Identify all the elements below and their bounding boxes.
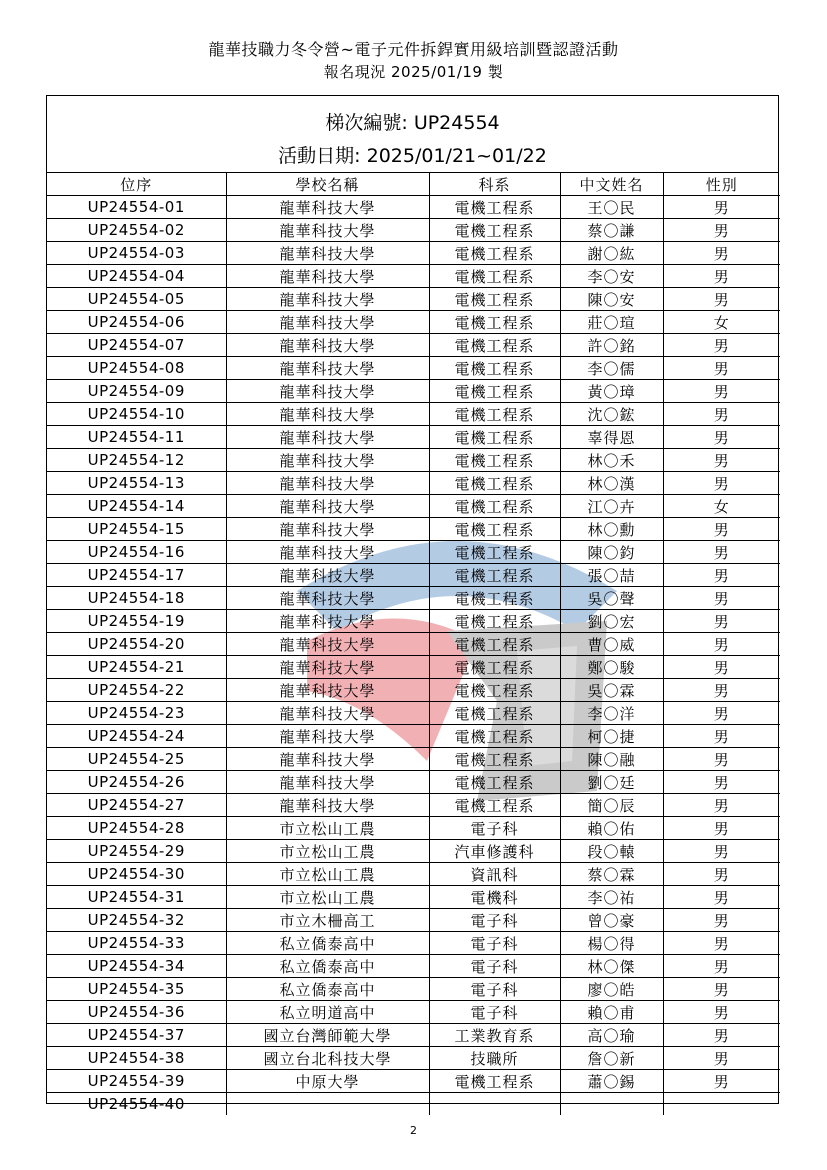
cell-gender: 男	[663, 357, 780, 380]
cell-name: 蔡〇霖	[560, 863, 663, 886]
cell-school: 市立松山工農	[226, 817, 429, 840]
cell-gender: 男	[663, 909, 780, 932]
cell-department: 電機工程系	[429, 633, 560, 656]
cell-department: 電機工程系	[429, 449, 560, 472]
cell-seq: UP24554-34	[47, 955, 226, 978]
cell-department: 電子科	[429, 978, 560, 1001]
cell-seq: UP24554-22	[47, 679, 226, 702]
cell-school: 龍華科技大學	[226, 702, 429, 725]
cell-department: 電子科	[429, 932, 560, 955]
cell-gender: 男	[663, 702, 780, 725]
table-row	[47, 1093, 780, 1116]
batch-header	[47, 96, 778, 173]
cell-seq: UP24554-04	[47, 265, 226, 288]
cell-department: 電機工程系	[429, 403, 560, 426]
table-row	[47, 702, 780, 725]
cell-name: 林〇禾	[560, 449, 663, 472]
col-header-seq: 位序	[47, 173, 226, 196]
cell-seq: UP24554-31	[47, 886, 226, 909]
cell-department: 電機工程系	[429, 495, 560, 518]
cell-name: 林〇漢	[560, 472, 663, 495]
cell-seq: UP24554-18	[47, 587, 226, 610]
cell-gender	[663, 1093, 780, 1116]
cell-department: 電機工程系	[429, 656, 560, 679]
cell-department: 電機工程系	[429, 380, 560, 403]
cell-school: 市立松山工農	[226, 863, 429, 886]
cell-seq: UP24554-06	[47, 311, 226, 334]
cell-gender: 男	[663, 449, 780, 472]
cell-seq: UP24554-15	[47, 518, 226, 541]
table-row	[47, 541, 780, 564]
cell-seq: UP24554-40	[47, 1093, 226, 1116]
cell-gender: 男	[663, 633, 780, 656]
cell-gender: 男	[663, 472, 780, 495]
cell-seq: UP24554-32	[47, 909, 226, 932]
cell-gender: 男	[663, 748, 780, 771]
cell-department: 電機工程系	[429, 702, 560, 725]
table-header-row	[47, 173, 780, 196]
cell-name: 賴〇甫	[560, 1001, 663, 1024]
table-row	[47, 863, 780, 886]
cell-gender: 男	[663, 817, 780, 840]
col-header-gender: 性別	[663, 173, 780, 196]
cell-seq: UP24554-26	[47, 771, 226, 794]
cell-seq: UP24554-38	[47, 1047, 226, 1070]
cell-school: 龍華科技大學	[226, 541, 429, 564]
cell-gender: 男	[663, 219, 780, 242]
cell-gender: 男	[663, 265, 780, 288]
cell-name: 江〇卉	[560, 495, 663, 518]
cell-school: 龍華科技大學	[226, 610, 429, 633]
cell-name: 林〇勳	[560, 518, 663, 541]
cell-department	[429, 1093, 560, 1116]
cell-seq: UP24554-28	[47, 817, 226, 840]
cell-school: 龍華科技大學	[226, 771, 429, 794]
table-row	[47, 311, 780, 334]
cell-school: 私立僑泰高中	[226, 932, 429, 955]
cell-name: 劉〇宏	[560, 610, 663, 633]
cell-name: 謝〇紘	[560, 242, 663, 265]
table-row	[47, 817, 780, 840]
cell-gender: 男	[663, 679, 780, 702]
cell-seq: UP24554-02	[47, 219, 226, 242]
table-row	[47, 886, 780, 909]
cell-school: 龍華科技大學	[226, 265, 429, 288]
cell-seq: UP24554-07	[47, 334, 226, 357]
table-row	[47, 1047, 780, 1070]
cell-department: 汽車修護科	[429, 840, 560, 863]
cell-school: 龍華科技大學	[226, 242, 429, 265]
table-row	[47, 196, 780, 219]
cell-department: 電機科	[429, 886, 560, 909]
col-header-name: 中文姓名	[560, 173, 663, 196]
cell-gender: 男	[663, 863, 780, 886]
cell-school: 龍華科技大學	[226, 518, 429, 541]
cell-gender: 男	[663, 610, 780, 633]
cell-gender: 男	[663, 196, 780, 219]
cell-name: 林〇傑	[560, 955, 663, 978]
cell-gender: 男	[663, 334, 780, 357]
table-row	[47, 426, 780, 449]
cell-gender: 男	[663, 564, 780, 587]
cell-school: 私立明道高中	[226, 1001, 429, 1024]
col-header-school: 學校名稱	[226, 173, 429, 196]
cell-seq: UP24554-23	[47, 702, 226, 725]
cell-department: 電機工程系	[429, 771, 560, 794]
document-title: 龍華技職力冬令營~電子元件拆銲實用級培訓暨認證活動	[208, 40, 619, 59]
cell-gender: 男	[663, 794, 780, 817]
table-row	[47, 564, 780, 587]
table-row	[47, 1024, 780, 1047]
cell-seq: UP24554-03	[47, 242, 226, 265]
cell-gender: 男	[663, 518, 780, 541]
col-header-department: 科系	[429, 173, 560, 196]
cell-seq: UP24554-29	[47, 840, 226, 863]
cell-seq: UP24554-30	[47, 863, 226, 886]
cell-department: 電機工程系	[429, 334, 560, 357]
cell-school: 龍華科技大學	[226, 380, 429, 403]
table-row	[47, 932, 780, 955]
table-row	[47, 219, 780, 242]
cell-name: 吳〇霖	[560, 679, 663, 702]
cell-school: 私立僑泰高中	[226, 955, 429, 978]
page-number: 2	[410, 1124, 417, 1137]
table-row	[47, 1001, 780, 1024]
cell-seq: UP24554-35	[47, 978, 226, 1001]
cell-school: 私立僑泰高中	[226, 978, 429, 1001]
table-row	[47, 771, 780, 794]
table-row	[47, 334, 780, 357]
cell-seq: UP24554-09	[47, 380, 226, 403]
cell-name: 李〇祐	[560, 886, 663, 909]
cell-school: 龍華科技大學	[226, 311, 429, 334]
cell-seq: UP24554-05	[47, 288, 226, 311]
cell-name: 高〇瑜	[560, 1024, 663, 1047]
cell-seq: UP24554-21	[47, 656, 226, 679]
cell-department: 電機工程系	[429, 518, 560, 541]
table-row	[47, 1070, 780, 1093]
cell-seq: UP24554-17	[47, 564, 226, 587]
table-row	[47, 357, 780, 380]
cell-school: 龍華科技大學	[226, 449, 429, 472]
cell-seq: UP24554-33	[47, 932, 226, 955]
cell-gender: 男	[663, 288, 780, 311]
cell-name: 許〇銘	[560, 334, 663, 357]
cell-gender: 男	[663, 771, 780, 794]
cell-seq: UP24554-14	[47, 495, 226, 518]
cell-gender: 男	[663, 955, 780, 978]
cell-school: 龍華科技大學	[226, 196, 429, 219]
cell-department: 電機工程系	[429, 311, 560, 334]
cell-department: 電機工程系	[429, 288, 560, 311]
cell-school: 龍華科技大學	[226, 587, 429, 610]
cell-gender: 男	[663, 932, 780, 955]
cell-department: 電機工程系	[429, 219, 560, 242]
table-row	[47, 288, 780, 311]
cell-seq: UP24554-24	[47, 725, 226, 748]
cell-name: 辜得恩	[560, 426, 663, 449]
cell-seq: UP24554-36	[47, 1001, 226, 1024]
activity-date: 活動日期: 2025/01/21~01/22	[278, 145, 547, 167]
cell-gender: 男	[663, 725, 780, 748]
cell-name: 賴〇佑	[560, 817, 663, 840]
cell-department: 電機工程系	[429, 265, 560, 288]
cell-name: 沈〇鋐	[560, 403, 663, 426]
cell-gender: 女	[663, 311, 780, 334]
cell-school: 國立台北科技大學	[226, 1047, 429, 1070]
cell-name: 詹〇新	[560, 1047, 663, 1070]
cell-department: 電子科	[429, 955, 560, 978]
cell-department: 電子科	[429, 909, 560, 932]
cell-name: 張〇喆	[560, 564, 663, 587]
cell-name: 簡〇辰	[560, 794, 663, 817]
table-row	[47, 725, 780, 748]
table-row	[47, 265, 780, 288]
cell-school: 龍華科技大學	[226, 288, 429, 311]
cell-name: 楊〇得	[560, 932, 663, 955]
cell-gender: 男	[663, 978, 780, 1001]
cell-seq: UP24554-39	[47, 1070, 226, 1093]
table-row	[47, 909, 780, 932]
cell-school: 龍華科技大學	[226, 334, 429, 357]
cell-school: 市立木柵高工	[226, 909, 429, 932]
cell-gender: 男	[663, 426, 780, 449]
cell-school: 龍華科技大學	[226, 357, 429, 380]
cell-seq: UP24554-27	[47, 794, 226, 817]
cell-gender: 男	[663, 587, 780, 610]
cell-seq: UP24554-01	[47, 196, 226, 219]
cell-school: 龍華科技大學	[226, 748, 429, 771]
table-row	[47, 380, 780, 403]
cell-school: 龍華科技大學	[226, 219, 429, 242]
batch-code: 梯次編號: UP24554	[325, 112, 500, 134]
cell-department: 電機工程系	[429, 472, 560, 495]
cell-name: 曹〇威	[560, 633, 663, 656]
cell-name: 吳〇聲	[560, 587, 663, 610]
cell-name: 段〇轅	[560, 840, 663, 863]
cell-department: 電機工程系	[429, 564, 560, 587]
cell-department: 電機工程系	[429, 242, 560, 265]
table-row	[47, 840, 780, 863]
table-row	[47, 403, 780, 426]
cell-gender: 男	[663, 1001, 780, 1024]
cell-seq: UP24554-13	[47, 472, 226, 495]
table-row	[47, 610, 780, 633]
table-row	[47, 978, 780, 1001]
table-row	[47, 794, 780, 817]
cell-department: 電機工程系	[429, 794, 560, 817]
table-body	[47, 196, 780, 1116]
table-row	[47, 679, 780, 702]
cell-name: 黃〇璋	[560, 380, 663, 403]
cell-seq: UP24554-08	[47, 357, 226, 380]
cell-seq: UP24554-12	[47, 449, 226, 472]
table-row	[47, 449, 780, 472]
cell-department: 電機工程系	[429, 426, 560, 449]
table-row	[47, 242, 780, 265]
table-row	[47, 495, 780, 518]
cell-seq: UP24554-10	[47, 403, 226, 426]
table-row	[47, 748, 780, 771]
cell-gender: 男	[663, 541, 780, 564]
cell-name	[560, 1093, 663, 1116]
cell-name: 王〇民	[560, 196, 663, 219]
cell-school: 龍華科技大學	[226, 426, 429, 449]
cell-department: 電機工程系	[429, 357, 560, 380]
cell-school: 市立松山工農	[226, 840, 429, 863]
cell-seq: UP24554-37	[47, 1024, 226, 1047]
cell-name: 劉〇廷	[560, 771, 663, 794]
cell-seq: UP24554-25	[47, 748, 226, 771]
cell-department: 電機工程系	[429, 725, 560, 748]
cell-seq: UP24554-20	[47, 633, 226, 656]
cell-name: 李〇安	[560, 265, 663, 288]
table-row	[47, 518, 780, 541]
cell-seq: UP24554-16	[47, 541, 226, 564]
cell-department: 資訊科	[429, 863, 560, 886]
cell-department: 電機工程系	[429, 196, 560, 219]
cell-name: 李〇洋	[560, 702, 663, 725]
cell-name: 蔡〇謙	[560, 219, 663, 242]
cell-gender: 男	[663, 1024, 780, 1047]
cell-school: 國立台灣師範大學	[226, 1024, 429, 1047]
cell-school	[226, 1093, 429, 1116]
cell-name: 莊〇瑄	[560, 311, 663, 334]
cell-gender: 男	[663, 656, 780, 679]
cell-school: 市立松山工農	[226, 886, 429, 909]
cell-seq: UP24554-11	[47, 426, 226, 449]
cell-gender: 男	[663, 1047, 780, 1070]
cell-name: 曾〇豪	[560, 909, 663, 932]
cell-gender: 男	[663, 840, 780, 863]
cell-gender: 女	[663, 495, 780, 518]
cell-gender: 男	[663, 886, 780, 909]
cell-seq: UP24554-19	[47, 610, 226, 633]
cell-school: 龍華科技大學	[226, 495, 429, 518]
cell-gender: 男	[663, 403, 780, 426]
cell-school: 中原大學	[226, 1070, 429, 1093]
cell-name: 鄭〇駿	[560, 656, 663, 679]
cell-school: 龍華科技大學	[226, 656, 429, 679]
cell-name: 柯〇捷	[560, 725, 663, 748]
cell-school: 龍華科技大學	[226, 472, 429, 495]
cell-school: 龍華科技大學	[226, 794, 429, 817]
cell-gender: 男	[663, 1070, 780, 1093]
cell-department: 電機工程系	[429, 1070, 560, 1093]
cell-department: 電機工程系	[429, 679, 560, 702]
cell-department: 電子科	[429, 817, 560, 840]
table-row	[47, 656, 780, 679]
cell-name: 廖〇皓	[560, 978, 663, 1001]
cell-school: 龍華科技大學	[226, 564, 429, 587]
cell-department: 電機工程系	[429, 587, 560, 610]
cell-department: 工業教育系	[429, 1024, 560, 1047]
table-row	[47, 472, 780, 495]
cell-gender: 男	[663, 380, 780, 403]
cell-department: 技職所	[429, 1047, 560, 1070]
cell-school: 龍華科技大學	[226, 679, 429, 702]
table-row	[47, 955, 780, 978]
cell-name: 李〇儒	[560, 357, 663, 380]
cell-name: 蕭〇錫	[560, 1070, 663, 1093]
cell-name: 陳〇鈞	[560, 541, 663, 564]
cell-department: 電機工程系	[429, 610, 560, 633]
registration-box	[46, 95, 779, 1113]
cell-name: 陳〇融	[560, 748, 663, 771]
cell-school: 龍華科技大學	[226, 403, 429, 426]
cell-gender: 男	[663, 242, 780, 265]
cell-department: 電機工程系	[429, 541, 560, 564]
cell-name: 陳〇安	[560, 288, 663, 311]
cell-school: 龍華科技大學	[226, 725, 429, 748]
table-row	[47, 587, 780, 610]
document-subtitle: 報名現況 2025/01/19 製	[323, 63, 504, 81]
cell-school: 龍華科技大學	[226, 633, 429, 656]
cell-department: 電機工程系	[429, 748, 560, 771]
table-row	[47, 633, 780, 656]
cell-department: 電子科	[429, 1001, 560, 1024]
registration-table	[47, 173, 780, 1115]
